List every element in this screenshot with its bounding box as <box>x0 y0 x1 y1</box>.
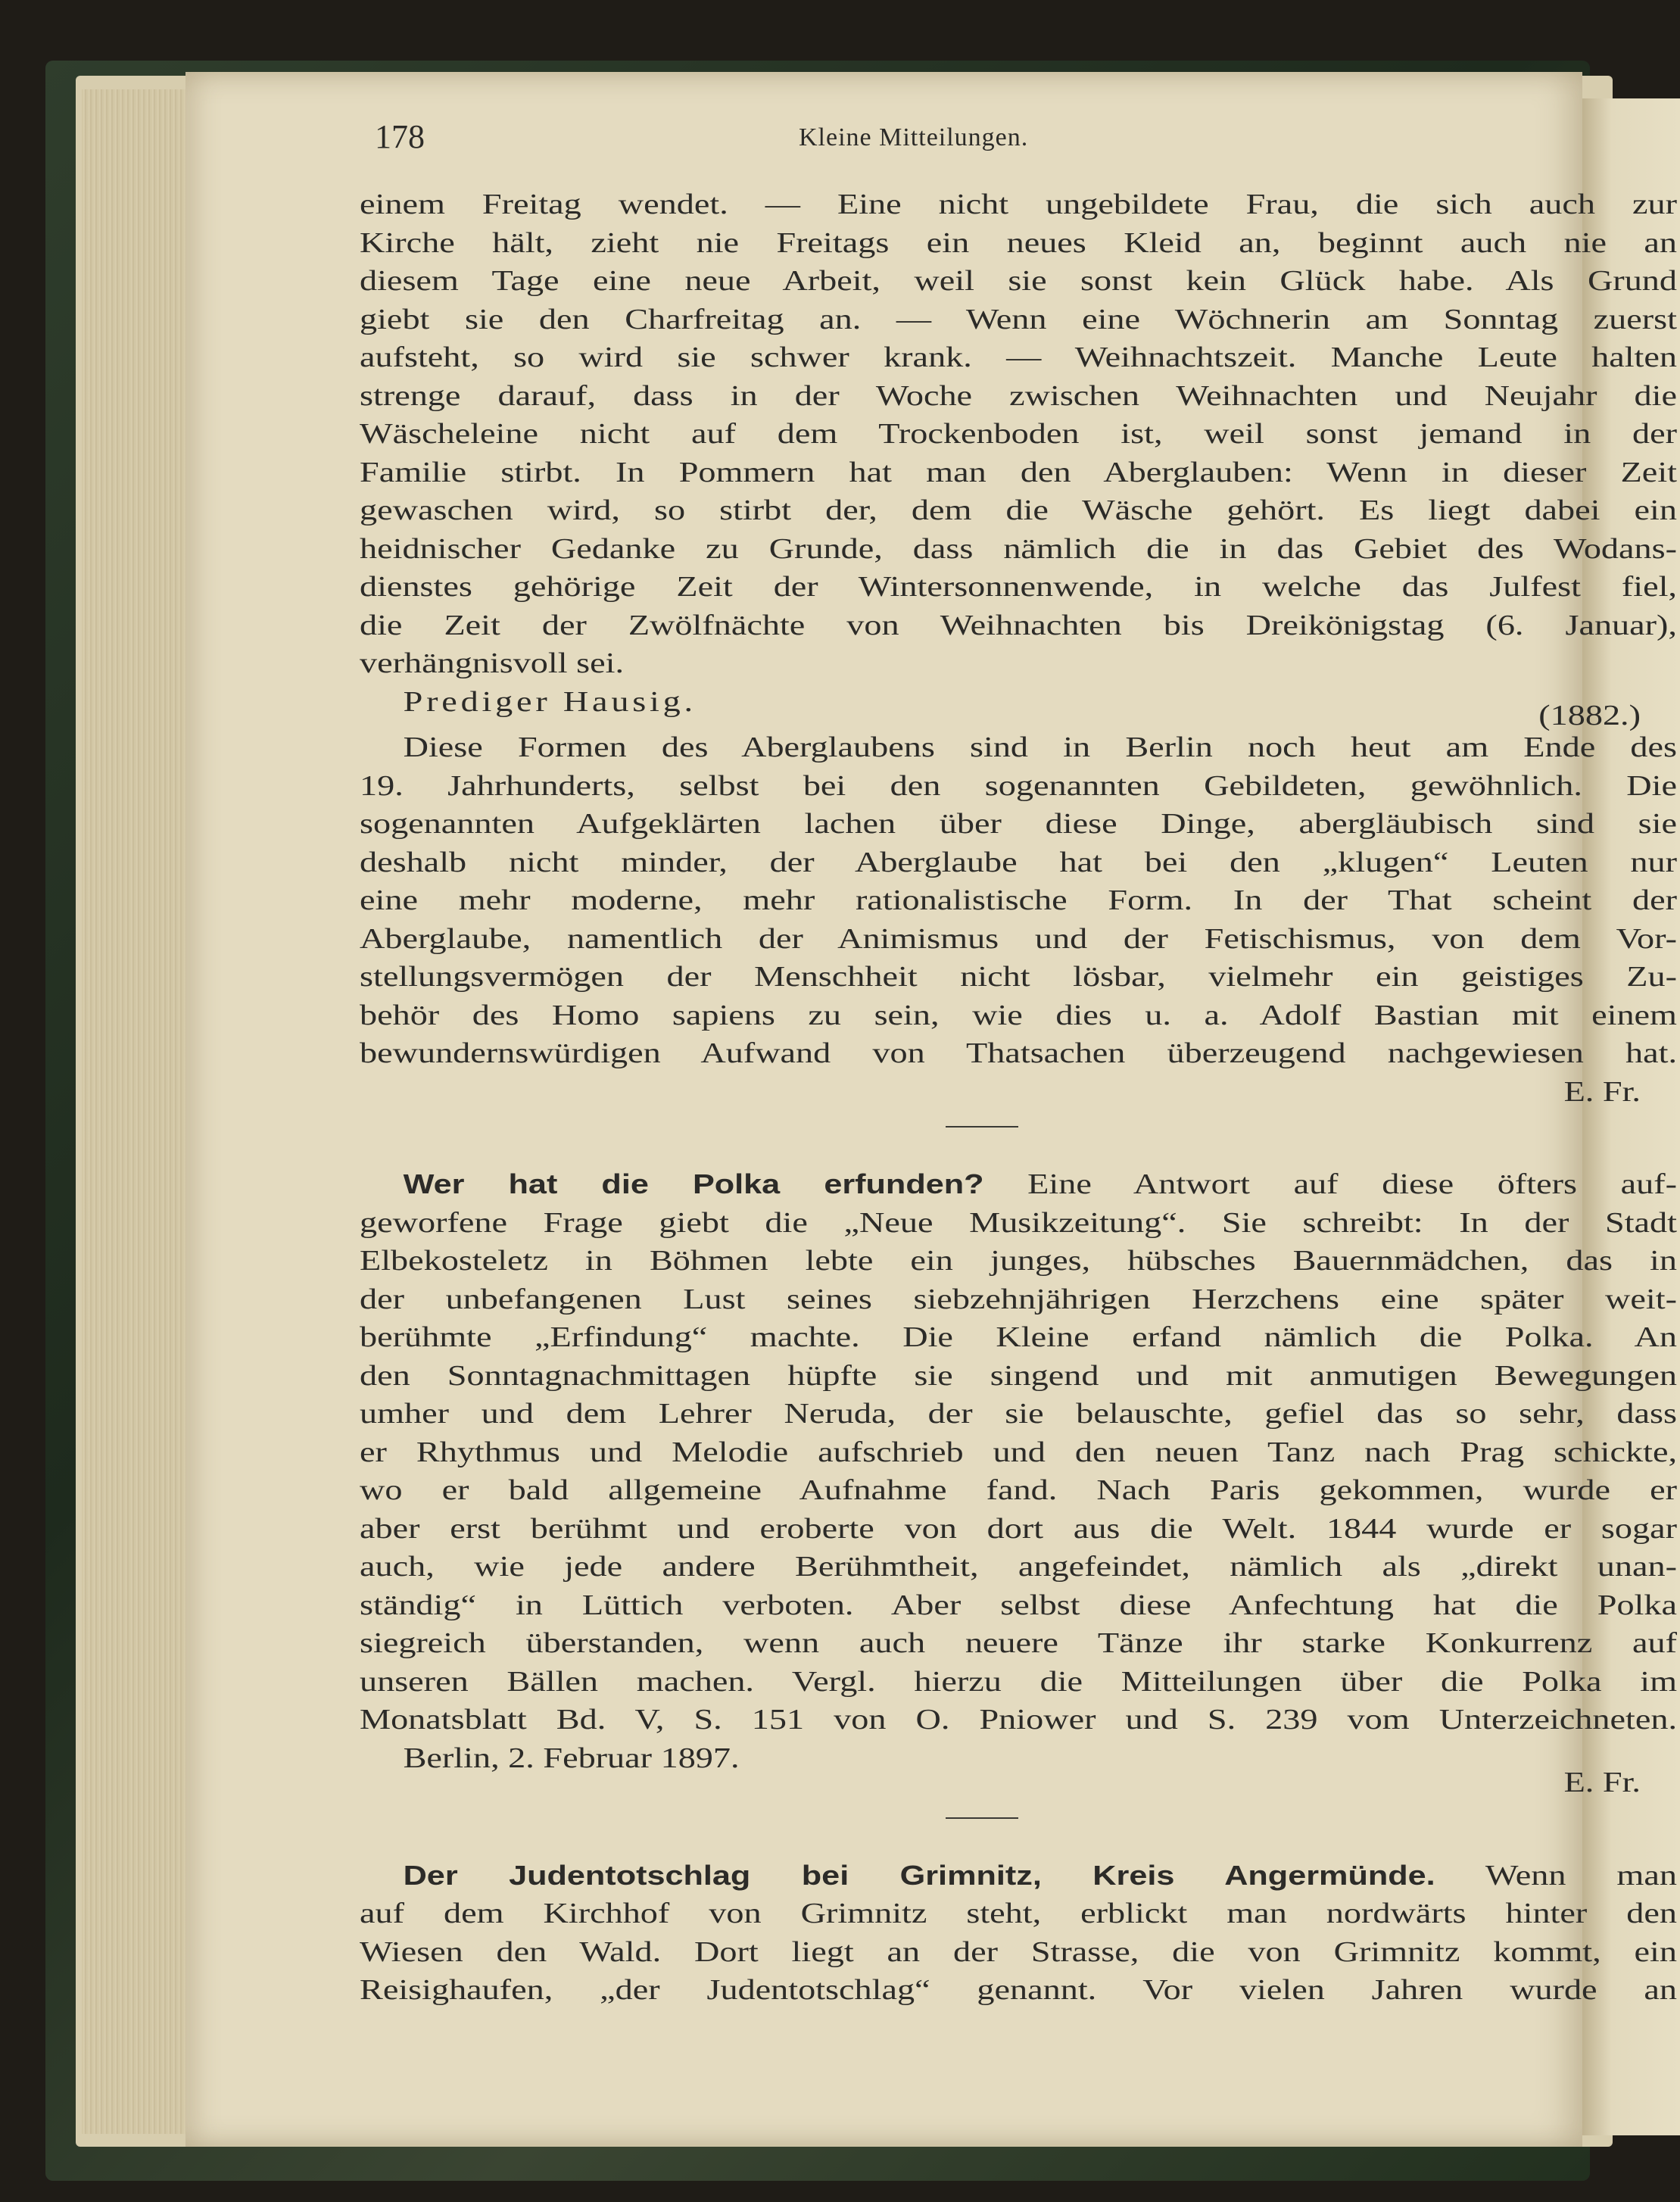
text-line: einem Freitag wendet. — Eine nicht ungebildete Frau, die sich auch zur <box>360 189 1677 220</box>
text-line: gewaschen wird, so stirbt der, dem die Wäsche gehört. Es liegt dabei ein <box>360 494 1677 526</box>
page-text <box>360 186 1677 2010</box>
author-signature: E. Fr. <box>1563 1767 1641 1798</box>
text-line: dienstes gehörige Zeit der Wintersonnenwende, in welche das Julfest fiel, <box>360 571 1677 603</box>
page-number: 178 <box>375 118 425 155</box>
section-aberglaube-continued <box>360 186 1677 731</box>
text-line: Wiesen den Wald. Dort liegt an der Strasse, die von Grimnitz kommt, ein <box>360 1935 1677 1968</box>
author-signature: Prediger Hausig. <box>403 685 697 718</box>
text-line: behör des Homo sapiens zu sein, wie dies u. a. Adolf Bastian mit einem <box>360 999 1677 1031</box>
dateline: Berlin, 2. Februar 1897. <box>403 1742 740 1774</box>
text-line: er Rhythmus und Melodie aufschrieb und den neuen Tanz nach Prag schickte, <box>360 1436 1677 1468</box>
text-line: Reisighaufen, „der Judentotschlag“ genannt. Vor vielen Jahren wurde an <box>360 1974 1677 2006</box>
text-line: 19. Jahrhunderts, selbst bei den sogenannten Gebildeten, gewöhnlich. Die <box>360 769 1677 802</box>
text-line: auch, wie jede andere Berühmtheit, angefeindet, nämlich als „direkt unan- <box>360 1551 1677 1583</box>
text-line: unseren Bällen machen. Vergl. hierzu die Mitteilungen über die Polka im <box>360 1665 1677 1698</box>
section-heading: Der Judentotschlag bei Grimnitz, Kreis Angermünde. <box>403 1859 1435 1891</box>
text-line: diesem Tage eine neue Arbeit, weil sie sonst kein Glück habe. Als Grund <box>360 265 1677 297</box>
text-line: Monatsblatt Bd. V, S. 151 von O. Pniower und S. 239 vom Unterzeichneten. <box>360 1704 1677 1736</box>
text-line <box>360 1165 1677 1204</box>
text-line <box>360 1857 1677 1895</box>
signature-row <box>360 683 1677 731</box>
text-line: ständig“ in Lüttich verboten. Aber selbst diese Anfechtung hat die Polka <box>360 1589 1677 1621</box>
text-line: strenge darauf, dass in der Woche zwischen Weihnachten und Neujahr die <box>360 379 1677 412</box>
text-line: Elbekosteletz in Böhmen lebte ein junges, hübsches Bauernmädchen, das in <box>360 1245 1677 1277</box>
text-line: die Zeit der Zwölfnächte von Weihnachten bis Dreikönigstag (6. Januar), <box>360 609 1677 641</box>
book-page <box>185 72 1678 2147</box>
text-line: verhängnisvoll sei. <box>360 647 625 679</box>
text-line: geworfene Frage giebt die „Neue Musikzeitung“. Sie schreibt: In der Stadt <box>360 1206 1677 1239</box>
text-line: eine mehr moderne, mehr rationalistische Form. In der That scheint der <box>360 884 1677 916</box>
section-polka <box>360 1165 1677 1802</box>
text-line: der unbefangenen Lust seines siebzehnjährigen Herzchens eine später weit- <box>360 1283 1677 1315</box>
text-line: den Sonntagnachmittagen hüpfte sie singend und mit anmutigen Bewegungen <box>360 1359 1677 1392</box>
text-line: Wäscheleine nicht auf dem Trockenboden ist, weil sonst jemand in der <box>360 418 1677 450</box>
section-heading: Wer hat die Polka erfunden? <box>403 1168 984 1199</box>
text-line: Diese Formen des Aberglaubens sind in Berlin noch heut am Ende des <box>403 731 1677 763</box>
author-signature: E. Fr. <box>1563 1075 1641 1108</box>
heading-continuation: Eine Antwort auf diese öfters auf- <box>1027 1168 1678 1200</box>
page-edges <box>82 89 188 2134</box>
text-line: stellungsvermögen der Menschheit nicht lösbar, vielmehr ein geistiges Zu- <box>360 961 1677 993</box>
section-aberglaube-commentary <box>360 728 1677 1111</box>
text-line: giebt sie den Charfreitag an. — Wenn eine Wöchnerin am Sonntag zuerst <box>360 303 1677 335</box>
text-line: aber erst berühmt und eroberte von dort aus die Welt. 1844 wurde er sogar <box>360 1512 1677 1545</box>
running-title: Kleine Mitteilungen. <box>799 123 1029 151</box>
text-line: Kirche hält, zieht nie Freitags ein neues Kleid an, beginnt auch nie an <box>360 226 1677 259</box>
text-line: heidnischer Gedanke zu Grunde, dass nämlich die in das Gebiet des Wodans- <box>360 532 1677 565</box>
text-line: bewundernswürdigen Aufwand von Thatsachen überzeugend nachgewiesen hat. <box>360 1037 1677 1069</box>
text-line: Familie stirbt. In Pommern hat man den Aberglauben: Wenn in dieser Zeit <box>360 456 1677 488</box>
text-line: aufsteht, so wird sie schwer krank. — Weihnachtszeit. Manche Leute halten <box>360 342 1677 373</box>
text-line: sogenannten Aufgeklärten lachen über diese Dinge, abergläubisch sind sie <box>360 808 1677 840</box>
text-line: siegreich überstanden, wenn auch neuere Tänze ihr starke Konkurrenz auf <box>360 1627 1677 1659</box>
text-line: wo er bald allgemeine Aufnahme fand. Nach Paris gekommen, wurde er <box>360 1474 1677 1506</box>
page-header <box>375 117 1624 178</box>
text-line: berühmte „Erfindung“ machte. Die Kleine erfand nämlich die Polka. An <box>360 1321 1677 1353</box>
text-line: umher und dem Lehrer Neruda, der sie belauschte, gefiel das so sehr, dass <box>360 1398 1677 1430</box>
signature-year: (1882.) <box>1538 699 1641 731</box>
section-judentotschlag <box>360 1857 1677 2010</box>
text-line: deshalb nicht minder, der Aberglaube hat bei den „klugen“ Leuten nur <box>360 846 1677 878</box>
heading-continuation: Wenn man <box>1485 1859 1677 1892</box>
text-line: Aberglaube, namentlich der Animismus und der Fetischismus, von dem Vor- <box>360 922 1677 955</box>
section-divider <box>946 1126 1018 1128</box>
section-divider <box>946 1817 1018 1819</box>
text-line: auf dem Kirchhof von Grimnitz steht, erblickt man nordwärts hinter den <box>360 1898 1677 1929</box>
